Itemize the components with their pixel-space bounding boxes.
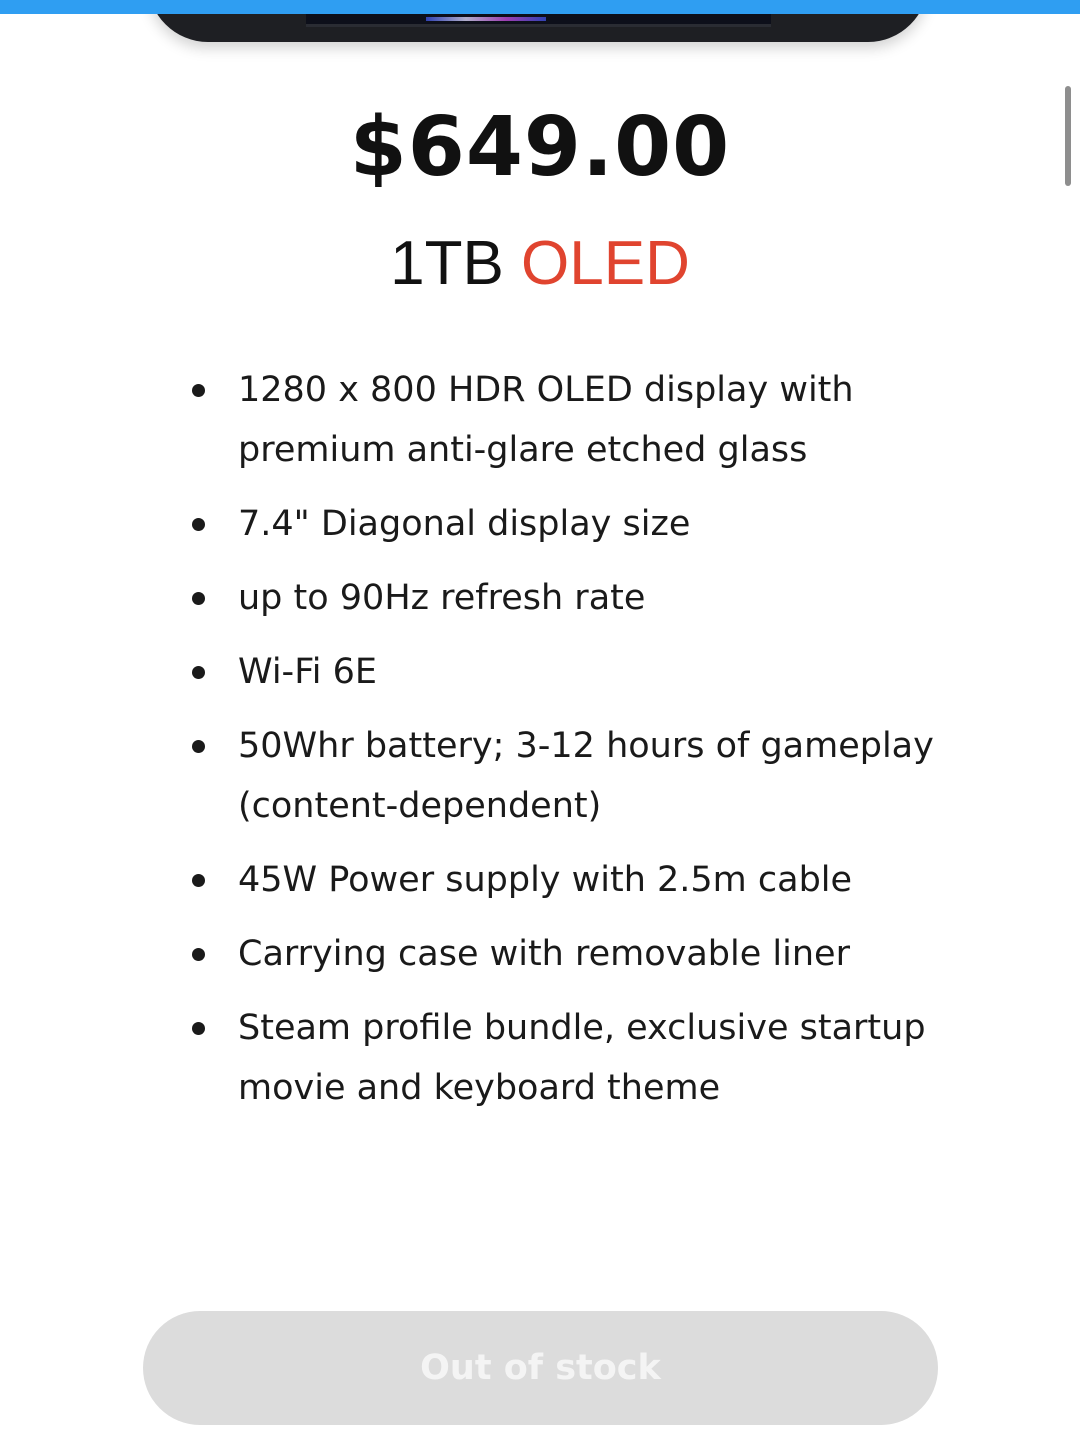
bullet-icon (192, 740, 205, 753)
bullet-icon (192, 384, 205, 397)
browser-top-bar (0, 0, 1080, 14)
feature-text: 7.4" Diagonal display size (238, 504, 691, 544)
bullet-icon (192, 666, 205, 679)
feature-text: Wi-Fi 6E (238, 652, 378, 692)
feature-item (188, 494, 948, 554)
bullet-icon (192, 1022, 205, 1035)
feature-text: Carrying case with removable liner (238, 934, 850, 974)
bullet-icon (192, 874, 205, 887)
model-storage: 1TB (390, 229, 522, 298)
feature-text: 45W Power supply with 2.5m cable (238, 860, 853, 900)
feature-list (188, 360, 948, 1132)
feature-item (188, 924, 948, 984)
feature-text: 50Whr battery; 3-12 hours of gameplay (content-dependent) (238, 726, 934, 826)
feature-text: up to 90Hz refresh rate (238, 578, 646, 618)
feature-item (188, 360, 948, 480)
model-display-type: OLED (521, 229, 690, 298)
feature-item (188, 850, 948, 910)
bullet-icon (192, 948, 205, 961)
bullet-icon (192, 592, 205, 605)
feature-text: Steam profile bundle, exclusive startup movie and keyboard theme (238, 1008, 926, 1108)
product-price: $649.00 (349, 100, 731, 195)
bullet-icon (192, 518, 205, 531)
feature-item (188, 568, 948, 628)
feature-text: 1280 x 800 HDR OLED display with premium anti-glare etched glass (238, 370, 854, 470)
feature-item (188, 998, 948, 1118)
feature-item (188, 642, 948, 702)
feature-item (188, 716, 948, 836)
product-model-title (0, 228, 1080, 300)
device-screen-glow (426, 17, 546, 21)
out-of-stock-button[interactable]: Out of stock (143, 1311, 938, 1425)
